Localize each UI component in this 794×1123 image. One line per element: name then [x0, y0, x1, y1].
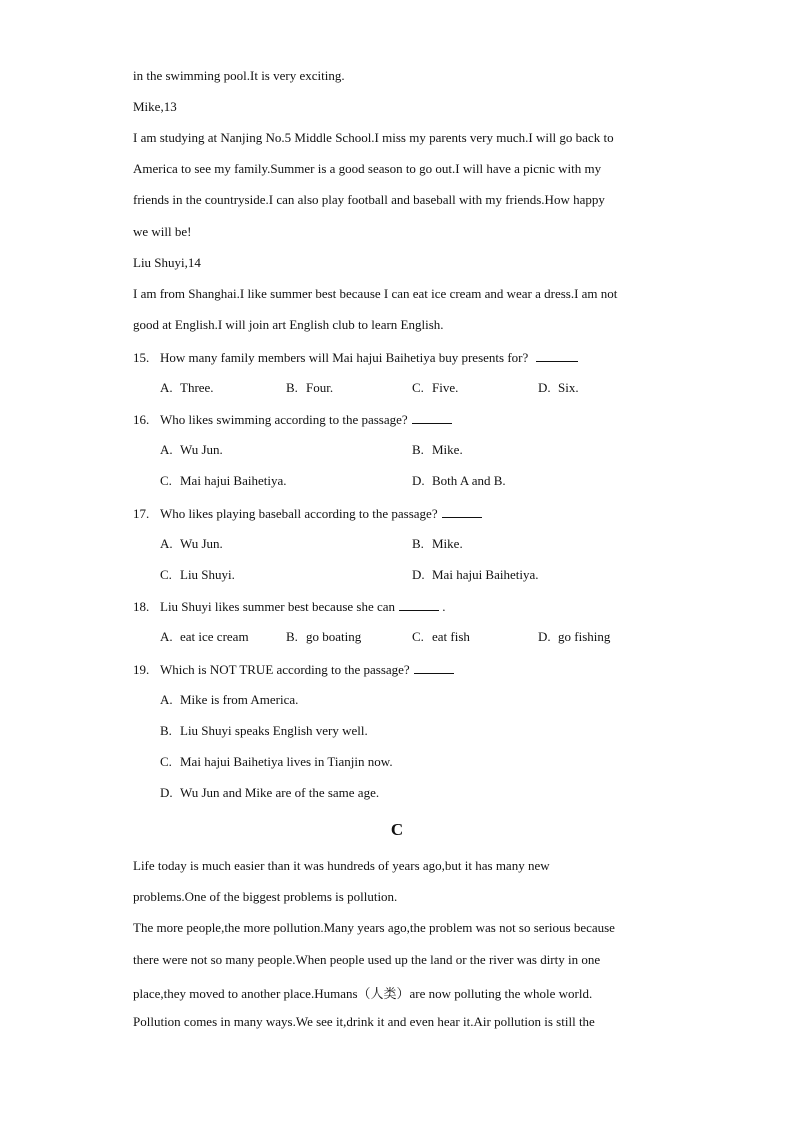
- option-a[interactable]: A. eat ice cream: [160, 629, 249, 644]
- question-number: 18.: [133, 599, 150, 614]
- question-text: Which is NOT TRUE according to the passage?: [160, 662, 410, 677]
- question-16: [133, 411, 452, 428]
- option-d[interactable]: D. Six.: [538, 380, 579, 395]
- question-text: Liu Shuyi likes summer best because she can: [160, 599, 396, 614]
- question-text: How many family members will Mai hajui Baihetiya buy presents for?: [160, 350, 529, 365]
- passage-line: America to see my family.Summer is a good season to go out.I will have a picnic with my: [133, 161, 602, 176]
- option-a[interactable]: A. Wu Jun.: [160, 442, 223, 457]
- option-d[interactable]: D. go fishing: [538, 629, 611, 644]
- question-15: [133, 349, 578, 366]
- question-text: Who likes swimming according to the passage?: [160, 412, 408, 427]
- option-b[interactable]: B. Mike.: [412, 536, 463, 551]
- option-b[interactable]: B. Four.: [286, 380, 334, 395]
- passage-line: there were not so many people.When people used up the land or the river was dirty in one: [133, 952, 601, 967]
- option-d[interactable]: D. Both A and B.: [412, 473, 506, 488]
- option-b[interactable]: B. Mike.: [412, 442, 463, 457]
- section-heading: C: [390, 820, 404, 839]
- question-18: [133, 598, 446, 615]
- passage-line: The more people,the more pollution.Many years ago,the problem was not so serious because: [133, 920, 615, 935]
- option-d[interactable]: D. Wu Jun and Mike are of the same age.: [160, 785, 380, 800]
- passage-line: good at English.I will join art English club to learn English.: [133, 317, 444, 332]
- option-c[interactable]: C. Mai hajui Baihetiya.: [160, 473, 287, 488]
- option-b[interactable]: B. Liu Shuyi speaks English very well.: [160, 723, 368, 738]
- option-a[interactable]: A. Wu Jun.: [160, 536, 223, 551]
- option-c[interactable]: C. Five.: [412, 380, 459, 395]
- question-19: [133, 661, 454, 678]
- option-b[interactable]: B. go boating: [286, 629, 362, 644]
- passage-author: Mike,13: [133, 99, 177, 114]
- passage-line: I am from Shanghai.I like summer best because I can eat ice cream and wear a dress.I am not: [133, 286, 618, 301]
- question-text: Who likes playing baseball according to the passage?: [160, 506, 438, 521]
- option-d[interactable]: D. Mai hajui Baihetiya.: [412, 567, 539, 582]
- question-number: 19.: [133, 662, 150, 677]
- passage-line: friends in the countryside.I can also play football and baseball with my friends.How happy: [133, 192, 605, 207]
- answer-blank[interactable]: [412, 411, 452, 424]
- answer-blank[interactable]: [399, 598, 439, 611]
- option-c[interactable]: C. Liu Shuyi.: [160, 567, 235, 582]
- question-number: 16.: [133, 412, 150, 427]
- answer-blank[interactable]: [442, 505, 482, 518]
- passage-line: Life today is much easier than it was hundreds of years ago,but it has many new: [133, 858, 550, 873]
- passage-author: Liu Shuyi,14: [133, 255, 201, 270]
- option-a[interactable]: A. Mike is from America.: [160, 692, 299, 707]
- passage-line: in the swimming pool.It is very exciting.: [133, 68, 345, 83]
- question-number: 17.: [133, 506, 150, 521]
- option-c[interactable]: C. Mai hajui Baihetiya lives in Tianjin now.: [160, 754, 393, 769]
- passage-line: problems.One of the biggest problems is pollution.: [133, 889, 398, 904]
- option-c[interactable]: C. eat fish: [412, 629, 470, 644]
- answer-blank[interactable]: [536, 349, 578, 362]
- answer-blank[interactable]: [414, 661, 454, 674]
- option-a[interactable]: A. Three.: [160, 380, 214, 395]
- question-number: 15.: [133, 350, 150, 365]
- passage-line: Pollution comes in many ways.We see it,drink it and even hear it.Air pollution is still the: [133, 1014, 595, 1029]
- question-17: [133, 505, 482, 522]
- passage-line: place,they moved to another place.Humans（人类）are now polluting the whole world.: [133, 986, 593, 1001]
- question-text-after: .: [442, 599, 446, 614]
- passage-line: I am studying at Nanjing No.5 Middle School.I miss my parents very much.I will go back to: [133, 130, 614, 145]
- passage-line: we will be!: [133, 224, 192, 239]
